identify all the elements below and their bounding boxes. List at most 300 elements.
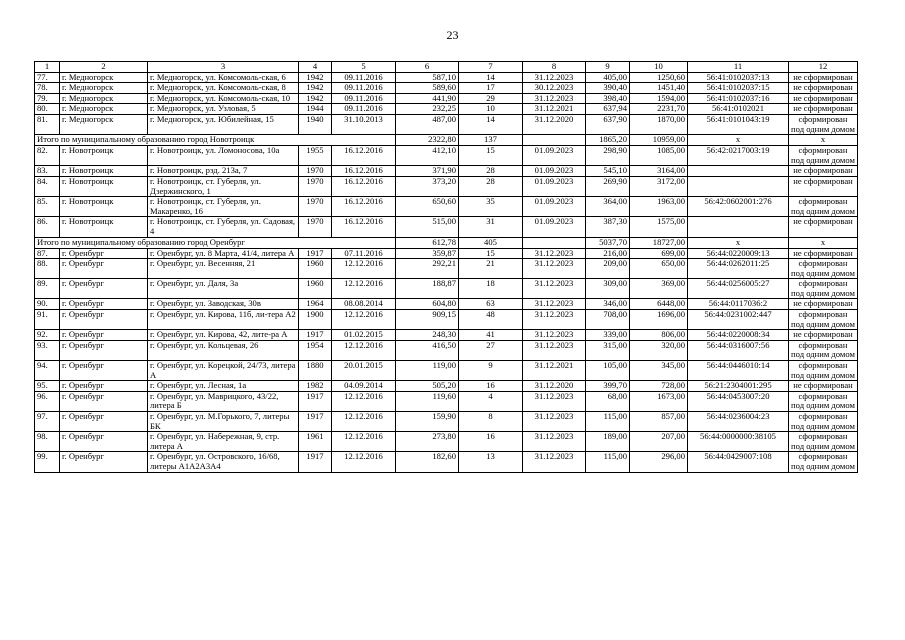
cadastral-number: 56:41:0102021 [688, 104, 789, 115]
land-status: не сформирован [789, 299, 858, 310]
recognition-date: 12.12.2016 [332, 391, 396, 411]
build-year: 1917 [299, 452, 332, 472]
address: г. Оренбург, ул. М.Горького, 7, литеры БК [148, 412, 299, 432]
address: г. Оренбург, ул. Кирова, 11б, ли-тера А2 [148, 310, 299, 330]
residents-count: 63 [459, 299, 523, 310]
table-row [35, 391, 858, 411]
land-status: сформирован под одним домом [789, 146, 858, 166]
planned-date: 31.12.2023 [523, 93, 586, 104]
build-year: 1942 [299, 72, 332, 83]
col9-value: 115,00 [586, 412, 630, 432]
col10-value: 1250,60 [630, 72, 688, 83]
table-row [35, 72, 858, 83]
land-status: не сформирован [789, 104, 858, 115]
col10-value: 699,00 [630, 248, 688, 259]
municipality: г. Оренбург [60, 330, 148, 341]
build-year: 1944 [299, 104, 332, 115]
area: 119,60 [396, 391, 459, 411]
cadastral-number: 56:21:2304001:295 [688, 381, 789, 392]
row-number: 80. [35, 104, 60, 115]
subtotal-empty [523, 135, 586, 146]
col9-value: 708,00 [586, 310, 630, 330]
row-number: 87. [35, 248, 60, 259]
municipality: г. Новотроицк [60, 197, 148, 217]
land-status: сформирован под одним домом [789, 259, 858, 279]
table-row [35, 452, 858, 472]
cadastral-number: 56:44:0236004:23 [688, 412, 789, 432]
address: г. Новотроицк, ст. Губерля, ул. Садовая, 4 [148, 217, 299, 237]
row-number: 92. [35, 330, 60, 341]
planned-date: 31.12.2021 [523, 104, 586, 115]
col10-value: 1594,00 [630, 93, 688, 104]
land-status: не сформирован [789, 166, 858, 177]
row-number: 83. [35, 166, 60, 177]
municipality: г. Новотроицк [60, 146, 148, 166]
col10-value: 857,00 [630, 412, 688, 432]
cadastral-number: 56:44:0231002:447 [688, 310, 789, 330]
planned-date: 31.12.2023 [523, 72, 586, 83]
cadastral-number: 56:42:0217003:19 [688, 146, 789, 166]
planned-date: 31.12.2020 [523, 381, 586, 392]
planned-date: 01.09.2023 [523, 197, 586, 217]
land-status: сформирован под одним домом [789, 412, 858, 432]
area: 248,30 [396, 330, 459, 341]
address: г. Оренбург, ул. 8 Марта, 41/4, литера А [148, 248, 299, 259]
address: г. Новотроицк, ул. Ломоносова, 10а [148, 146, 299, 166]
cadastral-number [688, 176, 789, 196]
residents-count: 18 [459, 279, 523, 299]
planned-date: 31.12.2023 [523, 279, 586, 299]
build-year: 1970 [299, 217, 332, 237]
planned-date: 31.12.2023 [523, 391, 586, 411]
cadastral-number: 56:44:0000000:38105 [688, 432, 789, 452]
col9-value: 209,00 [586, 259, 630, 279]
municipality: г. Оренбург [60, 310, 148, 330]
build-year: 1960 [299, 279, 332, 299]
area: 441,90 [396, 93, 459, 104]
land-status: сформирован под одним домом [789, 279, 858, 299]
planned-date: 31.12.2023 [523, 299, 586, 310]
residents-count: 48 [459, 310, 523, 330]
recognition-date: 16.12.2016 [332, 176, 396, 196]
row-number: 97. [35, 412, 60, 432]
row-number: 85. [35, 197, 60, 217]
col10-value: 1870,00 [630, 114, 688, 134]
subtotal-label: Итого по муниципальному образованию город Оренбург [35, 237, 396, 248]
area: 587,10 [396, 72, 459, 83]
build-year: 1955 [299, 146, 332, 166]
col10-value: 369,00 [630, 279, 688, 299]
table-row [35, 248, 858, 259]
address: г. Медногорск, ул. Комсомоль-ская, 10 [148, 93, 299, 104]
subtotal-status: х [789, 237, 858, 248]
cadastral-number: 56:44:0256005:27 [688, 279, 789, 299]
row-number: 88. [35, 259, 60, 279]
col9-value: 315,00 [586, 340, 630, 360]
municipality: г. Новотроицк [60, 166, 148, 177]
recognition-date: 12.12.2016 [332, 340, 396, 360]
build-year: 1960 [299, 259, 332, 279]
area: 416,50 [396, 340, 459, 360]
planned-date: 30.12.2023 [523, 83, 586, 94]
recognition-date: 04.09.2014 [332, 381, 396, 392]
cadastral-number [688, 217, 789, 237]
area: 515,00 [396, 217, 459, 237]
address: г. Оренбург, ул. Заводская, 30в [148, 299, 299, 310]
residents-count: 28 [459, 176, 523, 196]
cadastral-number: 56:42:0602001:276 [688, 197, 789, 217]
table-row [35, 432, 858, 452]
address: г. Оренбург, ул. Маврицкого, 43/22, литера Б [148, 391, 299, 411]
address: г. Оренбург, ул. Набережная, 9, стр. литера А [148, 432, 299, 452]
col9-value: 339,00 [586, 330, 630, 341]
row-number: 96. [35, 391, 60, 411]
municipality: г. Новотроицк [60, 217, 148, 237]
land-status: сформирован под одним домом [789, 197, 858, 217]
municipality: г. Оренбург [60, 432, 148, 452]
municipality: г. Оренбург [60, 279, 148, 299]
table-row [35, 166, 858, 177]
row-number: 93. [35, 340, 60, 360]
recognition-date: 09.11.2016 [332, 93, 396, 104]
build-year: 1900 [299, 310, 332, 330]
subtotal-count: 137 [459, 135, 523, 146]
municipality: г. Новотроицк [60, 176, 148, 196]
address: г. Оренбург, ул. Островского, 16/68, литеры А1А2А3А4 [148, 452, 299, 472]
recognition-date: 09.11.2016 [332, 104, 396, 115]
cadastral-number: 56:44:0220009:13 [688, 248, 789, 259]
land-status: не сформирован [789, 381, 858, 392]
col9-value: 105,00 [586, 361, 630, 381]
land-status: не сформирован [789, 217, 858, 237]
column-number: 5 [332, 62, 396, 73]
build-year: 1970 [299, 166, 332, 177]
planned-date: 31.12.2023 [523, 248, 586, 259]
address: г. Медногорск, ул. Юбилейная, 15 [148, 114, 299, 134]
recognition-date: 20.01.2015 [332, 361, 396, 381]
recognition-date: 09.11.2016 [332, 83, 396, 94]
cadastral-number: 56:44:0117036:2 [688, 299, 789, 310]
recognition-date: 08.08.2014 [332, 299, 396, 310]
subtotal-status: х [789, 135, 858, 146]
row-number: 81. [35, 114, 60, 134]
build-year: 1917 [299, 248, 332, 259]
build-year: 1880 [299, 361, 332, 381]
recognition-date: 09.11.2016 [332, 72, 396, 83]
address: г. Оренбург, ул. Корецкой, 24/73, литера А [148, 361, 299, 381]
row-number: 77. [35, 72, 60, 83]
subtotal-col10: 10959,00 [630, 135, 688, 146]
residents-count: 10 [459, 104, 523, 115]
col9-value: 68,00 [586, 391, 630, 411]
area: 232,25 [396, 104, 459, 115]
planned-date: 31.12.2023 [523, 432, 586, 452]
land-status: сформирован под одним домом [789, 340, 858, 360]
planned-date: 31.12.2023 [523, 259, 586, 279]
col9-value: 637,90 [586, 114, 630, 134]
recognition-date: 12.12.2016 [332, 310, 396, 330]
planned-date: 31.12.2023 [523, 452, 586, 472]
municipality: г. Оренбург [60, 248, 148, 259]
page-number: 23 [446, 28, 459, 42]
municipality: г. Оренбург [60, 412, 148, 432]
municipality: г. Медногорск [60, 93, 148, 104]
build-year: 1961 [299, 432, 332, 452]
col9-value: 298,90 [586, 146, 630, 166]
build-year: 1917 [299, 330, 332, 341]
address: г. Оренбург, ул. Весенняя, 21 [148, 259, 299, 279]
land-status: сформирован под одним домом [789, 310, 858, 330]
table-row [35, 259, 858, 279]
column-number: 7 [459, 62, 523, 73]
col10-value: 320,00 [630, 340, 688, 360]
col10-value: 1085,00 [630, 146, 688, 166]
subtotal-cadastral: х [688, 237, 789, 248]
area: 589,60 [396, 83, 459, 94]
area: 359,87 [396, 248, 459, 259]
cadastral-number: 56:44:0429007:108 [688, 452, 789, 472]
land-status: сформирован под одним домом [789, 361, 858, 381]
planned-date: 31.12.2023 [523, 330, 586, 341]
col9-value: 390,40 [586, 83, 630, 94]
area: 487,00 [396, 114, 459, 134]
cadastral-number: 56:41:0102037:15 [688, 83, 789, 94]
table-row [35, 217, 858, 237]
area: 159,90 [396, 412, 459, 432]
recognition-date: 01.02.2015 [332, 330, 396, 341]
col10-value: 6448,00 [630, 299, 688, 310]
col10-value: 3172,00 [630, 176, 688, 196]
row-number: 86. [35, 217, 60, 237]
column-number: 4 [299, 62, 332, 73]
recognition-date: 12.12.2016 [332, 452, 396, 472]
planned-date: 31.12.2023 [523, 412, 586, 432]
build-year: 1970 [299, 176, 332, 196]
residents-count: 29 [459, 93, 523, 104]
table-row [35, 146, 858, 166]
col9-value: 269,90 [586, 176, 630, 196]
column-number: 6 [396, 62, 459, 73]
build-year: 1940 [299, 114, 332, 134]
address: г. Оренбург, ул. Кольцевая, 26 [148, 340, 299, 360]
subtotal-col10: 18727,00 [630, 237, 688, 248]
municipality: г. Оренбург [60, 259, 148, 279]
row-number: 95. [35, 381, 60, 392]
row-number: 90. [35, 299, 60, 310]
land-status: не сформирован [789, 93, 858, 104]
table-row [35, 340, 858, 360]
municipality: г. Медногорск [60, 83, 148, 94]
subtotal-row [35, 135, 858, 146]
column-number: 11 [688, 62, 789, 73]
cadastral-number [688, 166, 789, 177]
residents-count: 9 [459, 361, 523, 381]
subtotal-empty [523, 237, 586, 248]
area: 412,10 [396, 146, 459, 166]
table-row [35, 330, 858, 341]
residents-count: 16 [459, 381, 523, 392]
area: 505,20 [396, 381, 459, 392]
residents-count: 16 [459, 432, 523, 452]
planned-date: 01.09.2023 [523, 166, 586, 177]
col9-value: 545,10 [586, 166, 630, 177]
column-number: 10 [630, 62, 688, 73]
residents-count: 35 [459, 197, 523, 217]
column-number: 12 [789, 62, 858, 73]
column-number: 3 [148, 62, 299, 73]
col9-value: 189,00 [586, 432, 630, 452]
table-row [35, 381, 858, 392]
build-year: 1942 [299, 93, 332, 104]
col9-value: 399,70 [586, 381, 630, 392]
col10-value: 296,00 [630, 452, 688, 472]
subtotal-row [35, 237, 858, 248]
col9-value: 309,00 [586, 279, 630, 299]
area: 909,15 [396, 310, 459, 330]
residents-count: 27 [459, 340, 523, 360]
cadastral-number: 56:44:0446010:14 [688, 361, 789, 381]
land-status: сформирован под одним домом [789, 432, 858, 452]
area: 650,60 [396, 197, 459, 217]
area: 604,80 [396, 299, 459, 310]
residents-count: 41 [459, 330, 523, 341]
residents-count: 17 [459, 83, 523, 94]
residents-count: 13 [459, 452, 523, 472]
col10-value: 207,00 [630, 432, 688, 452]
planned-date: 31.12.2020 [523, 114, 586, 134]
planned-date: 01.09.2023 [523, 217, 586, 237]
col10-value: 1451,40 [630, 83, 688, 94]
recognition-date: 16.12.2016 [332, 146, 396, 166]
planned-date: 31.12.2023 [523, 310, 586, 330]
cadastral-number: 56:44:0262011:25 [688, 259, 789, 279]
cadastral-number: 56:41:0102037:16 [688, 93, 789, 104]
municipality: г. Оренбург [60, 299, 148, 310]
land-status: не сформирован [789, 83, 858, 94]
cadastral-number: 56:41:0101043:19 [688, 114, 789, 134]
cadastral-number: 56:41:0102037:13 [688, 72, 789, 83]
table-row [35, 197, 858, 217]
col9-value: 398,40 [586, 93, 630, 104]
municipality: г. Оренбург [60, 452, 148, 472]
col9-value: 115,00 [586, 452, 630, 472]
land-status: сформирован под одним домом [789, 391, 858, 411]
col10-value: 345,00 [630, 361, 688, 381]
table-row [35, 361, 858, 381]
col10-value: 806,00 [630, 330, 688, 341]
subtotal-label: Итого по муниципальному образованию город Новотроицк [35, 135, 396, 146]
recognition-date: 12.12.2016 [332, 259, 396, 279]
column-number: 2 [60, 62, 148, 73]
subtotal-col9: 5037,70 [586, 237, 630, 248]
address: г. Медногорск, ул. Узловая, 5 [148, 104, 299, 115]
buildings-table [34, 61, 858, 473]
col10-value: 728,00 [630, 381, 688, 392]
recognition-date: 16.12.2016 [332, 197, 396, 217]
recognition-date: 31.10.2013 [332, 114, 396, 134]
address: г. Медногорск, ул. Комсомоль-ская, 6 [148, 72, 299, 83]
municipality: г. Оренбург [60, 340, 148, 360]
col9-value: 405,00 [586, 72, 630, 83]
row-number: 91. [35, 310, 60, 330]
subtotal-count: 405 [459, 237, 523, 248]
recognition-date: 16.12.2016 [332, 217, 396, 237]
table-row [35, 93, 858, 104]
cadastral-number: 56:44:0453007:20 [688, 391, 789, 411]
column-number: 1 [35, 62, 60, 73]
land-status: не сформирован [789, 330, 858, 341]
col10-value: 650,00 [630, 259, 688, 279]
planned-date: 31.12.2023 [523, 340, 586, 360]
table-row [35, 104, 858, 115]
residents-count: 4 [459, 391, 523, 411]
residents-count: 15 [459, 248, 523, 259]
municipality: г. Медногорск [60, 72, 148, 83]
residents-count: 21 [459, 259, 523, 279]
municipality: г. Медногорск [60, 114, 148, 134]
area: 182,60 [396, 452, 459, 472]
address: г. Медногорск, ул. Комсомоль-ская, 8 [148, 83, 299, 94]
area: 188,87 [396, 279, 459, 299]
table-row [35, 176, 858, 196]
area: 292,21 [396, 259, 459, 279]
area: 373,20 [396, 176, 459, 196]
col10-value: 3164,00 [630, 166, 688, 177]
col9-value: 364,00 [586, 197, 630, 217]
planned-date: 01.09.2023 [523, 146, 586, 166]
row-number: 99. [35, 452, 60, 472]
row-number: 98. [35, 432, 60, 452]
area: 371,90 [396, 166, 459, 177]
row-number: 89. [35, 279, 60, 299]
municipality: г. Оренбург [60, 361, 148, 381]
address: г. Оренбург, ул. Кирова, 42, лите-ра А [148, 330, 299, 341]
col9-value: 346,00 [586, 299, 630, 310]
recognition-date: 12.12.2016 [332, 432, 396, 452]
residents-count: 15 [459, 146, 523, 166]
municipality: г. Оренбург [60, 391, 148, 411]
col10-value: 2231,70 [630, 104, 688, 115]
row-number: 78. [35, 83, 60, 94]
recognition-date: 12.12.2016 [332, 279, 396, 299]
build-year: 1942 [299, 83, 332, 94]
col10-value: 1963,00 [630, 197, 688, 217]
subtotal-col9: 1865,20 [586, 135, 630, 146]
table-row [35, 83, 858, 94]
recognition-date: 12.12.2016 [332, 412, 396, 432]
address: г. Новотроицк, ст. Губерля, ул. Макаренко, 16 [148, 197, 299, 217]
area: 273,80 [396, 432, 459, 452]
planned-date: 31.12.2021 [523, 361, 586, 381]
municipality: г. Медногорск [60, 104, 148, 115]
land-status: не сформирован [789, 176, 858, 196]
row-number: 79. [35, 93, 60, 104]
build-year: 1917 [299, 391, 332, 411]
build-year: 1964 [299, 299, 332, 310]
build-year: 1917 [299, 412, 332, 432]
subtotal-area: 2322,80 [396, 135, 459, 146]
column-number: 9 [586, 62, 630, 73]
col9-value: 387,30 [586, 217, 630, 237]
residents-count: 31 [459, 217, 523, 237]
residents-count: 14 [459, 72, 523, 83]
row-number: 94. [35, 361, 60, 381]
table-row [35, 299, 858, 310]
row-number: 82. [35, 146, 60, 166]
row-number: 84. [35, 176, 60, 196]
recognition-date: 07.11.2016 [332, 248, 396, 259]
subtotal-area: 612,78 [396, 237, 459, 248]
